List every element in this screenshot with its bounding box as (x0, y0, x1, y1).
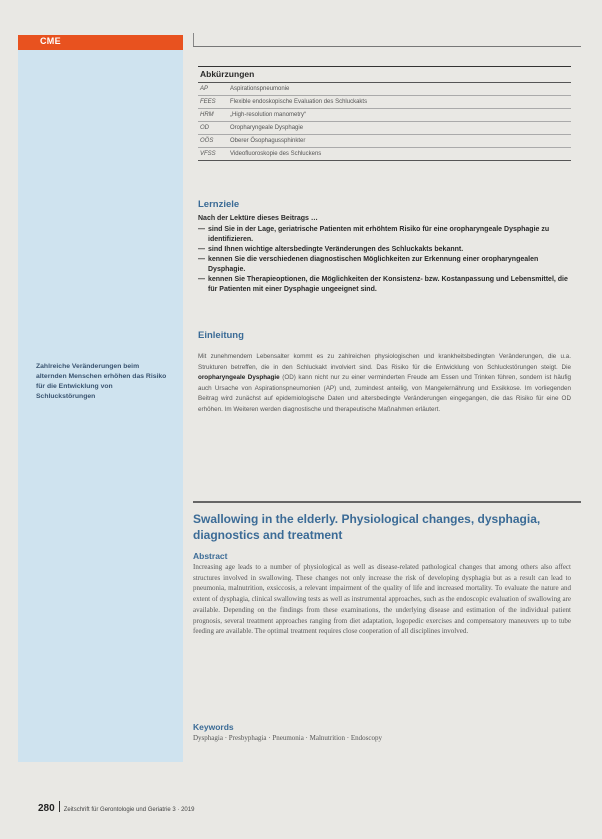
abbreviation-value: „High-resolution manometry“ (230, 112, 307, 118)
abbreviation-key: VFSS (200, 151, 216, 157)
sidebar-panel (18, 50, 183, 762)
einleitung-emphasis: oropharyngeale Dysphagie (198, 374, 280, 381)
page-number: 280 (38, 803, 55, 814)
abbreviation-row (198, 109, 571, 122)
lernziel-text: kennen Sie die verschiedenen diagnostischen Möglichkeiten zur Erkennung einer oropharyngealen Dysphagie. (208, 256, 539, 273)
abbreviation-row (198, 96, 571, 109)
dash-bullet-icon: — (198, 276, 205, 283)
lernziel-text: sind Ihnen wichtige altersbedingte Veränderungen des Schluckakts bekannt. (208, 246, 464, 253)
abbreviation-row (198, 148, 571, 161)
abbreviations-title: Abkürzungen (198, 66, 571, 83)
keywords-text: Dysphagia · Presbyphagia · Pneumonia · Malnutrition · Endoscopy (193, 734, 382, 742)
cme-section-bar (18, 35, 183, 50)
dash-bullet-icon: — (198, 246, 205, 253)
dash-bullet-icon: — (198, 256, 205, 263)
abbreviation-value: Videofluoroskopie des Schluckens (230, 151, 322, 157)
lernziele-intro: Nach der Lektüre dieses Beitrags … (198, 215, 318, 222)
abbreviation-key: FEES (200, 99, 216, 105)
abbreviation-row (198, 135, 571, 148)
abbreviation-row (198, 122, 571, 135)
einleitung-heading: Einleitung (198, 330, 244, 341)
cme-label: CME (40, 36, 61, 46)
header-divider (193, 33, 194, 47)
footer-divider (59, 801, 60, 812)
abstract-heading: Abstract (193, 551, 228, 561)
einleitung-text-end: (OD) kann nicht nur zu einer verminderten Freude am Essen und Trinken führen, sondern ist häufig auch Ursache von Aspirationspneumonien (AP) und, zumindest anteilig, von Mangelernährung und Exsikkose. Im vorliegenden Beitrag wird zunächst auf epidemiologische Daten und altersbedingte Veränderungen eingegangen, die das Risiko für eine OD erhöhen. Im Weiteren werden diagnostische und therapeutische Maßnahmen erläutert. (198, 374, 571, 413)
einleitung-paragraph (198, 352, 571, 415)
english-title: Swallowing in the elderly. Physiological changes, dysphagia, diagnostics and treatment (193, 512, 541, 542)
keywords-heading: Keywords (193, 722, 234, 732)
dash-bullet-icon: — (198, 226, 205, 233)
english-section-rule (193, 501, 581, 503)
abbreviation-row (198, 83, 571, 96)
abbreviation-value: Flexible endoskopische Evaluation des Schluckakts (230, 99, 368, 105)
abbreviation-value: Oberer Ösophagussphinkter (230, 138, 306, 144)
einleitung-text-start: Mit zunehmendem Lebensalter kommt es zu zahlreichen physiologischen und krankheitsbedingten Veränderungen, die u.a. Strukturen betreffen, die in den Schluckakt involviert sind. Das Risiko für die Entwicklung von Schluckstörungen steigt. Die (198, 353, 571, 371)
lernziele-heading: Lernziele (198, 199, 240, 210)
abbreviation-key: OD (200, 125, 209, 131)
abbreviation-key: OÖS (200, 138, 214, 144)
abbreviation-key: HRM (200, 112, 214, 118)
lernziel-text: kennen Sie Therapieoptionen, die Möglichkeiten der Konsistenz- bzw. Kostanpassung und Lebensmittel, die für Patienten mit einer Dysphagie ungeeignet sind. (208, 276, 568, 293)
lernziel-text: sind Sie in der Lage, geriatrische Patienten mit erhöhtem Risiko für eine oropharyngeale Dysphagie zu identifizieren. (208, 226, 550, 243)
page-footer (38, 801, 194, 814)
journal-citation: Zeitschrift für Gerontologie und Geriatrie 3 · 2019 (63, 807, 195, 813)
abbreviations-rows (198, 83, 571, 161)
abstract-text: Increasing age leads to a number of physiological as well as disease-related pathological changes that among others also affect structures involved in swallowing. These changes not only increase the risk of developing dysphagia but as a result can lead to pneumonia, malnutrition, exsiccosis, a relevant impairment of the quality of life and increased mortality. To evaluate the nature and extent of dysphagia, clinical swallowing tests as well as instrumental approaches, such as the endoscopic evaluation of swallowing are available. Depending on the findings from these examinations, the underlying disease and estimation of the individual patient prognosis, several treatment approaches ranging from diet adaptation, logopedic exercises and compensatory maneuvers up to tube feeding are available. The optimal treatment requires close cooperation of all disciplines involved. (193, 563, 571, 636)
abbreviation-value: Aspirationspneumonie (230, 86, 290, 92)
abbreviation-value: Oropharyngeale Dysphagie (230, 125, 304, 131)
lernziele-list (198, 225, 571, 295)
lernziel-item (198, 225, 571, 245)
lernziel-item (198, 245, 571, 255)
sidebar-margin-note: Zahlreiche Veränderungen beim alternden Menschen erhöhen das Risiko für die Entwicklung von Schluckstörungen (36, 363, 167, 400)
lernziel-item (198, 275, 571, 295)
lernziele-block (198, 214, 571, 295)
lernziel-item (198, 255, 571, 275)
abbreviation-key: AP (200, 86, 209, 92)
top-rule (193, 46, 581, 47)
abbreviations-table (198, 66, 571, 161)
